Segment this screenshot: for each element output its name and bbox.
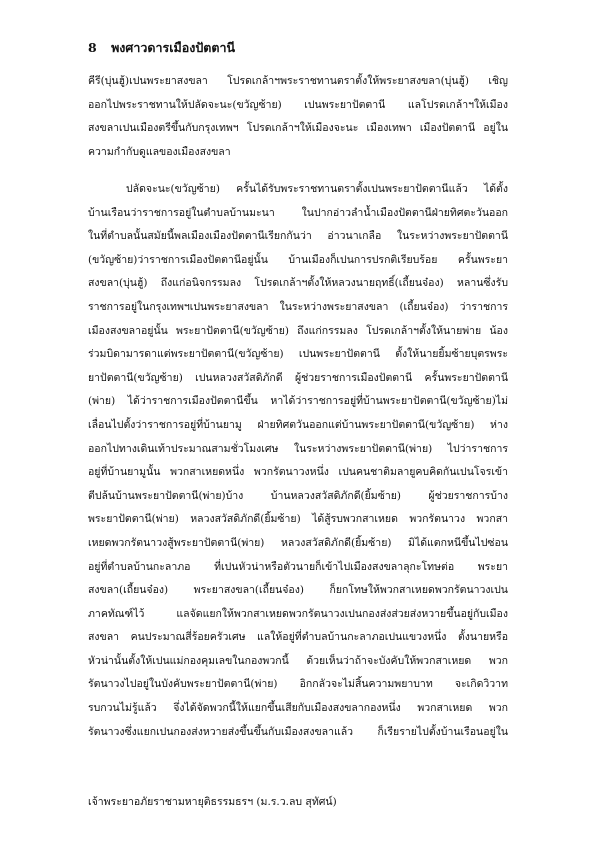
text-line: สงขลาเปนเมืองตรีขึ้นกับกรุงเทพฯ โปรดเกล้าฯให้เมืองจะนะ เมืองเทพา เมืองปัตตานี อยู่ใน <box>88 122 508 135</box>
text-line: ในที่ตำบลนั้นสมัยนี้พลเมืองเมืองปัตตานีเรียกกันว่า อ่าวนาเกลือ ในระหว่างพระยาปัตตานี <box>88 230 508 243</box>
text-line: อยู่ที่ตำบลบ้านกะลาภอ ที่เปนหัวน่าหรือตัวนายก็เข้าไปเมืองสงขลาลุกะโทษต่อ พระยา <box>88 560 508 573</box>
text-line: (ขวัญซ้าย)ว่าราชการเมืองปัตตานีอยู่นั้น บ้านเมืองก็เปนการปรกติเรียบร้อย ครั้นพระยา <box>88 253 508 266</box>
text-line: รัตนาวงซึ่งแยกเปนกองส่งหวายส่งขึ้นขึ้นกับเมืองสงขลาแล้ว ก็เรียรายไปตั้งบ้านเรือนอยู่ใน <box>88 725 508 738</box>
text-line: ออกไปพระราชทานให้ปลัดจะนะ(ขวัญซ้าย) เปนพระยาปัตตานี แลโปรดเกล้าฯให้เมือง <box>88 98 508 111</box>
text-line: ออกไปทางเดินเท้าประมาณสามชั่วโมงเศษ ในระหว่างพระยาปัตตานี(พ่าย) ไปว่าราชการ <box>88 442 508 455</box>
text-line: อยู่ที่บ้านยามูนั้น พวกสาเหยดหนึ่ง พวกรัตนาวงหนึ่ง เปนคนชาติมลายูคบคิดกันเปนโจรเข้า <box>88 466 508 479</box>
text-line: ความกำกับดูแลของเมืองสงขลา <box>88 145 231 158</box>
text-line: ราชการอยู่ในกรุงเทพฯเปนพระยาสงขลา ในระหว่างพระยาสงขลา (เถี้ยนจ๋อง) ว่าราชการ <box>88 300 508 313</box>
text-line: รัตนาวงไปอยู่ในบังคับพระยาปัตตานี(พ่าย) อิกกลัวจะไม่สิ้นความพยาบาท จะเกิดวิวาท <box>88 678 508 691</box>
text-line: ยาปัตตานี(ขวัญซ้าย) เปนหลวงสวัสดิภักดี ผู้ช่วยราชการเมืองปัตตานี ครั้นพระยาปัตตานี <box>88 371 508 384</box>
text-line: สงขลา(เถี้ยนจ๋อง) พระยาสงขลา(เถี้ยนจ๋อง) ก็ยกโทษให้พวกสาเหยดพวกรัตนาวงเปน <box>88 584 508 597</box>
paragraph-2 <box>88 178 508 744</box>
text-line: ร่วมบิดามารดาแต่พระยาปัตตานี(ขวัญซ้าย) เปนพระยาปัตตานี ตั้งให้นายยิ้มซ้ายบุตรพระ <box>88 348 508 361</box>
page-title: พงศาวดารเมืองปัตตานี <box>111 40 236 55</box>
text-line: สงขลา คนประมาณสี่ร้อยครัวเศษ แลให้อยู่ที่ตำบลบ้านกะลาภอเปนแขวงหนึ่ง ตั้งนายหรือ <box>88 631 508 644</box>
text-line: สงขลา(บุ่นฮู้) ถึงแก่อนิจกรรมลง โปรดเกล้าฯตั้งให้หลวงนายฤทธิ์(เถี้ยนจ๋อง) หลานซึ่งรับ <box>88 277 508 290</box>
text-line: คีรี(บุ่นฮู้)เปนพระยาสงขลา โปรดเกล้าฯพระราชทานตราตั้งให้พระยาสงขลา(บุ่นฮู้) เชิญ <box>88 75 508 87</box>
text-line: เมืองสงขลาอยู่นั้น พระยาปัตตานี(ขวัญซ้าย) ถึงแก่กรรมลง โปรดเกล้าฯตั้งให้นายพ่าย น้อง <box>88 324 508 337</box>
text-line: พระยาปัตตานี(พ่าย) หลวงสวัสดิภักดี(ยิ้มซ้าย) ได้สู้รบพวกสาเหยด พวกรัตนาวง พวกสา <box>88 513 508 526</box>
text-line: เลื่อนไปตั้งว่าราชการอยู่ที่บ้านยามู ฝ่ายทิศตวันออกแต่บ้านพระยาปัตตานี(ขวัญซ้าย) ห่าง <box>88 418 508 431</box>
text-line: (พ่าย) ได้ว่าราชการเมืองปัตตานีขึ้น หาได้ว่าราชการอยู่ที่บ้านพระยาปัตตานี(ขวัญซ้าย)ไม่ <box>88 395 508 408</box>
page-footer: เจ้าพระยาอภัยราชามหายุติธรรมธรฯ (ม.ร.ว.ลบ สุทัศน์) <box>88 796 337 808</box>
page-number: 8 <box>88 40 97 55</box>
text-line: รบกวนไม่รู้แล้ว จึ่งได้จัดพวกนี้ให้แยกขึ้นเสียกับเมืองสงขลากองหนึ่ง พวกสาเหยด พวก <box>88 702 508 715</box>
text-line: หัวน่านั้นตั้งให้เปนแม่กองคุมเลขในกองพวกนี้ ด้วยเห็นว่าถ้าจะบังคับให้พวกสาเหยด พวก <box>88 654 508 667</box>
text-line: เหยดพวกรัตนาวงสู้พระยาปัตตานี(พ่าย) หลวงสวัสดิภักดี(ยิ้มซ้าย) มิได้แตกหนีขึ้นไปซ่อน <box>88 536 508 549</box>
text-line: ปลัดจะนะ(ขวัญซ้าย) ครั้นได้รับพระราชทานตราตั้งเปนพระยาปัตตานีแล้ว ได้ตั้ง <box>126 183 508 195</box>
text-line: ภาคทัณฑ์ไว้ แลจัดแยกให้พวกสาเหยดพวกรัตนาวงเปนกองส่งส่วยส่งหวายขึ้นอยู่กับเมือง <box>88 607 508 620</box>
page-header <box>88 38 235 58</box>
text-line: ตีปล้นบ้านพระยาปัตตานี(พ่าย)บ้าง บ้านหลวงสวัสดิภักดี(ยิ้มซ้าย) ผู้ช่วยราชการบ้าง <box>88 489 508 502</box>
text-line: บ้านเรือนว่าราชการอยู่ในตำบลบ้านมะนา ในปากอ่าวลำน้ำเมืองปัตตานีฝ่ายทิศตะวันออก <box>88 206 508 219</box>
paragraph-1 <box>88 70 508 164</box>
